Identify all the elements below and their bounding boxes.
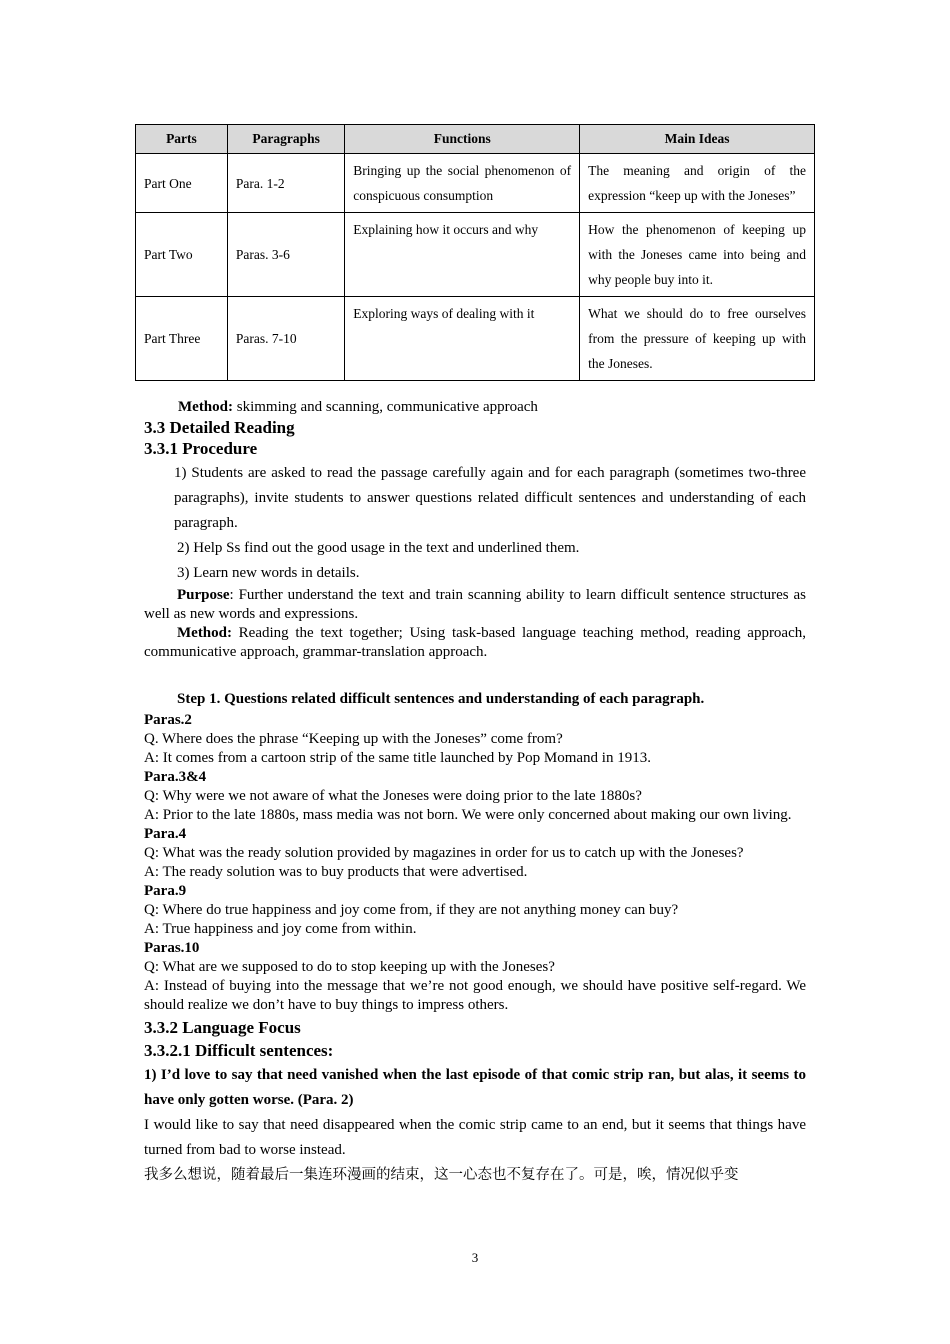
section-heading-3-3-2-1: 3.3.2.1 Difficult sentences: — [144, 1041, 334, 1060]
header-paragraphs: Paragraphs — [227, 125, 344, 154]
qa-answer: A: Prior to the late 1880s, mass media was not born. We were only concerned about making our own living. — [144, 807, 792, 823]
procedure-item: 3) Learn new words in details. — [177, 565, 360, 581]
cell-part: Part Three — [136, 297, 228, 381]
table-header-row — [136, 125, 815, 154]
qa-answer: A: The ready solution was to buy products that were advertised. — [144, 864, 528, 880]
parts-table — [135, 124, 815, 381]
cell-part: Part One — [136, 154, 228, 213]
qa-question: Q: Why were we not aware of what the Joneses were doing prior to the late 1880s? — [144, 788, 642, 804]
cell-main-idea: How the phenomenon of keeping up with the Joneses came into being and why people buy into it. — [580, 213, 815, 297]
method-text: skimming and scanning, communicative approach — [233, 399, 538, 415]
method-label: Method: — [177, 625, 232, 641]
qa-answer: A: True happiness and joy come from within. — [144, 921, 417, 937]
page-number: 3 — [471, 1250, 479, 1265]
section-heading-3-3-2: 3.3.2 Language Focus — [144, 1018, 301, 1037]
cell-main-idea: What we should do to free ourselves from the pressure of keeping up with the Joneses. — [580, 297, 815, 381]
purpose-paragraph — [144, 586, 806, 624]
qa-answer: A: Instead of buying into the message that we’re not good enough, we should have positive self-regard. We should realize we don’t have to buy things to impress others. — [144, 978, 806, 1013]
step-heading: Step 1. Questions related difficult sentences and understanding of each paragraph. — [177, 691, 705, 707]
header-main-ideas: Main Ideas — [580, 125, 815, 154]
procedure-item: 1) Students are asked to read the passage carefully again and for each paragraph (sometimes two-three paragraphs), invite students to answer questions related difficult sentences and understanding of each paragraph. — [174, 465, 806, 531]
method-label: Method: — [178, 399, 233, 415]
qa-para-label: Paras.2 — [144, 712, 192, 728]
cell-function: Explaining how it occurs and why — [345, 213, 580, 297]
section-heading-3-3-1: 3.3.1 Procedure — [144, 439, 258, 458]
table-row — [136, 213, 815, 297]
sentence-paraphrase: I would like to say that need disappeared when the comic strip came to an end, but it seems that things have turned from bad to worse instead. — [144, 1117, 806, 1158]
cell-paragraphs: Paras. 3-6 — [227, 213, 344, 297]
difficult-sentence: 1) I’d love to say that need vanished when the last episode of that comic strip ran, but alas, it seems to have only gotten worse. (Para. 2) — [144, 1067, 806, 1108]
qa-para-label: Para.3&4 — [144, 769, 207, 785]
header-parts: Parts — [136, 125, 228, 154]
table-row — [136, 297, 815, 381]
qa-question: Q: Where do true happiness and joy come from, if they are not anything money can buy? — [144, 902, 679, 918]
qa-answer: A: It comes from a cartoon strip of the same title launched by Pop Momand in 1913. — [144, 750, 651, 766]
header-functions: Functions — [345, 125, 580, 154]
cell-function: Bringing up the social phenomenon of conspicuous consumption — [345, 154, 580, 213]
cell-main-idea: The meaning and origin of the expression “keep up with the Joneses” — [580, 154, 815, 213]
document-body — [144, 398, 806, 1188]
qa-para-label: Para.4 — [144, 826, 187, 842]
section-heading-3-3: 3.3 Detailed Reading — [144, 418, 295, 437]
procedure-item: 2) Help Ss find out the good usage in the text and underlined them. — [177, 540, 580, 556]
cell-paragraphs: Paras. 7-10 — [227, 297, 344, 381]
purpose-label: Purpose — [177, 587, 230, 603]
purpose-text: : Further understand the text and train scanning ability to learn difficult sentence structures as well as new words and expressions. — [144, 587, 806, 622]
method-text: Reading the text together; Using task-based language teaching method, reading approach, communicative approach, grammar-translation approach. — [144, 625, 806, 660]
qa-para-label: Paras.10 — [144, 940, 200, 956]
qa-question: Q: What was the ready solution provided by magazines in order for us to catch up with the Joneses? — [144, 845, 744, 861]
cell-paragraphs: Para. 1-2 — [227, 154, 344, 213]
method-paragraph — [144, 624, 806, 662]
method-line — [144, 398, 806, 417]
sentence-chinese-translation: 我多么想说，随着最后一集连环漫画的结束，这一心态也不复存在了。可是，唉，情况似乎变 — [144, 1167, 739, 1183]
cell-part: Part Two — [136, 213, 228, 297]
qa-question: Q. Where does the phrase “Keeping up with the Joneses” come from? — [144, 731, 563, 747]
qa-para-label: Para.9 — [144, 883, 187, 899]
table-row — [136, 154, 815, 213]
cell-function: Exploring ways of dealing with it — [345, 297, 580, 381]
qa-question: Q: What are we supposed to do to stop keeping up with the Joneses? — [144, 959, 555, 975]
